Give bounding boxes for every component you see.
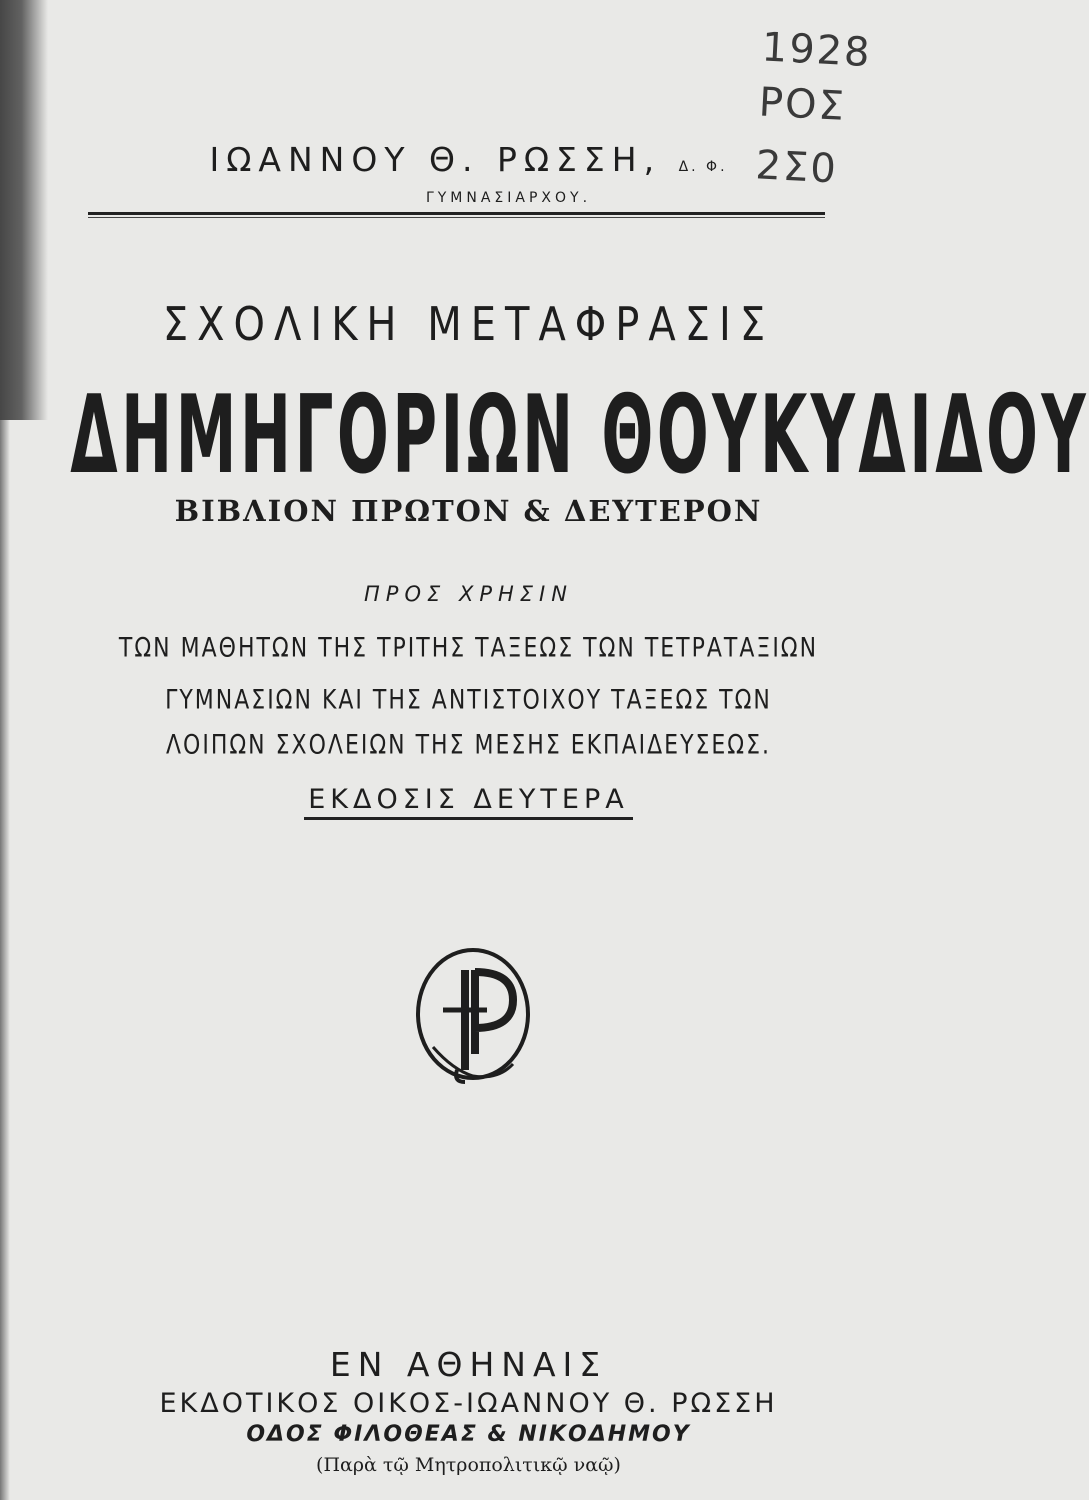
author-name: ΙΩΑΝΝΟΥ Θ. ΡΩΣΣΗ, (209, 140, 662, 179)
shelfmark-year: 1928 (760, 24, 873, 77)
shelfmark-code: ΡΟΣ (757, 79, 847, 130)
edition-label: ΕΚΔΟΣΙΣ ΔΕΥΤΕΡΑ (304, 784, 632, 820)
binding-shadow (0, 0, 48, 420)
author-rank: ΓΥΜΝΑΣΙΑΡΧΟΥ. (425, 190, 592, 206)
header-rule (88, 212, 825, 215)
imprint-street: ΟΔΟΣ ΦΙΛΟΘΕΑΣ & ΝΙΚΟΔΗΜΟΥ (246, 1422, 691, 1447)
audience-line-1: ΤΩΝ ΜΑΘΗΤΩΝ ΤΗΣ ΤΡΙΤΗΣ ΤΑΞΕΩΣ ΤΩΝ ΤΕΤΡΑΤΑΞΙΩΝ (118, 633, 819, 664)
title-subtitle: ΣΧΟΛΙΚΗ ΜΕΤΑΦΡΑΣΙΣ (162, 298, 775, 352)
publisher-emblem-icon (413, 942, 533, 1092)
edition-block (0, 784, 937, 820)
intended-use: ΠΡΟΣ ΧΡΗΣΙΝ (364, 582, 573, 606)
shelfmark-number: 2Σ0 (754, 142, 839, 193)
imprint-publisher: ΕΚΔΟΤΙΚΟΣ ΟΙΚΟΣ-ΙΩΑΝΝΟΥ Θ. ΡΩΣΣΗ (159, 1388, 778, 1419)
books-line: ΒΙΒΛΙΟΝ ΠΡΩΤΟΝ & ΔΕΥΤΕΡΟΝ (174, 494, 763, 528)
main-title: ΔΗΜΗΓΟΡΙΩΝ ΘΟΥΚΥΔΙΔΟΥ (70, 372, 1089, 498)
audience-line-2: ΓΥΜΝΑΣΙΩΝ ΚΑΙ ΤΗΣ ΑΝΤΙΣΤΟΙΧΟΥ ΤΑΞΕΩΣ ΤΩΝ (165, 685, 772, 716)
imprint-city: ΕΝ ΑΘΗΝΑΙΣ (329, 1345, 608, 1384)
imprint-note: (Παρὰ τῷ Μητροπολιτικῷ ναῷ) (316, 1454, 621, 1476)
author-degree: Δ. Φ. (678, 159, 728, 175)
audience-line-3: ΛΟΙΠΩΝ ΣΧΟΛΕΙΩΝ ΤΗΣ ΜΕΣΗΣ ΕΚΠΑΙΔΕΥΣΕΩΣ. (165, 730, 772, 761)
header-rule-thin (88, 217, 825, 218)
author-line (0, 140, 937, 179)
